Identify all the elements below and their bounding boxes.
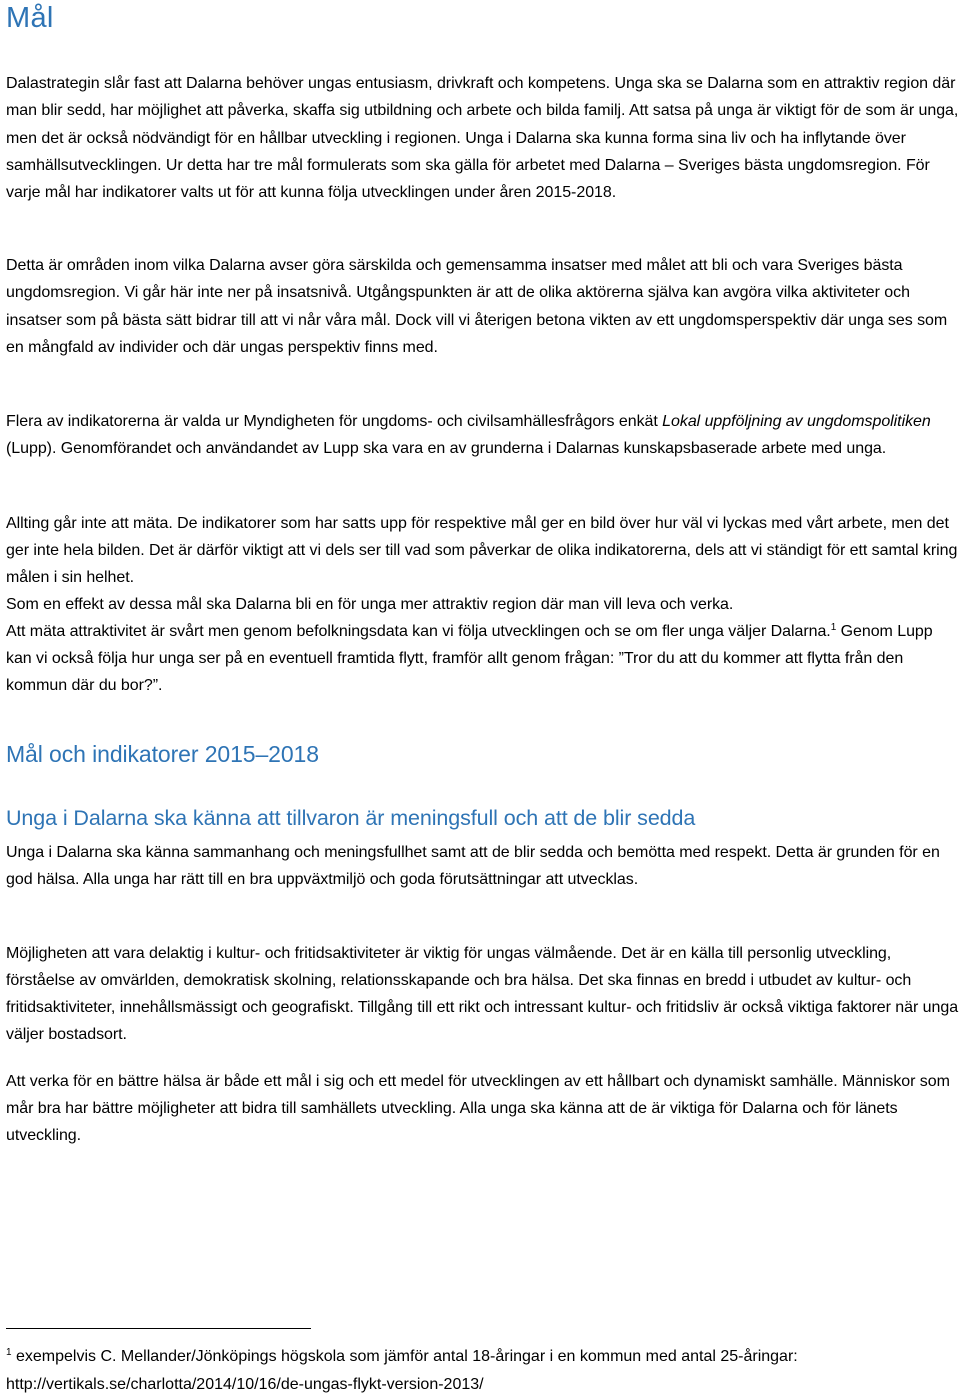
survey-title: Lokal uppföljning av ungdomspolitiken	[662, 413, 931, 430]
intro-paragraph-3-text-b: (Lupp). Genomförandet och användandet av Lupp ska vara en av grunderna i Dalarnas kunskapsbaserade arbete med unga.	[6, 440, 887, 458]
goal-paragraph-3: Att verka för en bättre hälsa är både ett mål i sig och ett medel för utvecklingen av ett hållbart och dynamiskt samhälle. Människor som mår bra har bättre möjligheter att bidra till samhällets utveckling. Alla unga ska känna att de är viktiga för Dalarna och för länets utveckling.	[6, 1073, 950, 1144]
section-heading: Mål och indikatorer 2015–2018	[6, 741, 319, 767]
footnote-reference[interactable]: 1	[830, 622, 837, 633]
intro-paragraph-4-part-b: Som en effekt av dessa mål ska Dalarna bli en för unga mer attraktiv region där man vill leva och verka.	[6, 596, 734, 613]
intro-paragraph-4-text-b: Genom Lupp kan vi också följa hur unga ser på en eventuell framtida flytt, framför allt genom frågan: ”Tror du att du kommer att flytta från den kommun där du bor?”.	[6, 623, 933, 694]
intro-paragraph-4-part-a: Allting går inte att mäta. De indikatorer som har satts upp för respektive mål ger en bild över hur väl vi lyckas med vårt arbete, men det ger inte hela bilden. Det är därför viktigt att vi dels ser till vad som påverkar de olika indikatorerna, dels att vi ständigt för ett samtal kring målen i sin helhet.	[6, 515, 958, 586]
goal-paragraph-1: Unga i Dalarna ska känna sammanhang och meningsfullhet samt att de blir sedda och bemötta med respekt. Detta är grunden för en god hälsa. Alla unga har rätt till en bra uppväxtmiljö och goda förutsättningar att utvecklas.	[6, 844, 940, 888]
goal-paragraph-2: Möjligheten att vara delaktig i kultur- och fritidsaktiviteter är viktig för ungas välmående. Det är en källa till personlig utveckling, förståelse av omvärlden, demokratisk skolning, relationsskapande och bra hälsa. Det ska finnas en bredd i utbudet av kultur- och fritidsaktiviteter, innehållsmässigt och geografiskt. Tillgång till ett rikt och intressant kultur- och fritidsliv är också viktiga faktorer när unga väljer bostadsort.	[6, 945, 959, 1043]
intro-paragraph-1: Dalastrategin slår fast att Dalarna behöver ungas entusiasm, drivkraft och kompetens. Unga ska se Dalarna som en attraktiv region där man blir sedd, har möjlighet att påverka, skaffa sig utbildning och arbete och bilda familj. Att satsa på unga är viktigt för de som är unga, men det är också nödvändigt för en hållbar utveckling i regionen. Unga i Dalarna ska kunna forma sina liv och ha inflytande över samhällsutvecklingen. Ur detta har tre mål formulerats som ska gälla för arbetet med Dalarna – Sveriges bästa ungdomsregion. För varje mål har indikatorer valts ut för att kunna följa utvecklingen under åren 2015-2018.	[6, 75, 959, 202]
intro-paragraph-4	[6, 510, 960, 699]
intro-paragraph-4-text-a: Att mäta attraktivitet är svårt men genom befolkningsdata kan vi följa utvecklingen och se om fler unga väljer Dalarna.	[6, 623, 831, 640]
intro-paragraph-3	[6, 408, 960, 463]
footnote	[6, 1343, 960, 1398]
footnote-number: 1	[6, 1347, 12, 1358]
footnote-divider	[6, 1328, 311, 1329]
footnote-text: exempelvis C. Mellander/Jönköpings högskola som jämför antal 18-åringar i en kommun med antal 25-åringar: http://vertikals.se/charlotta/2014/10/16/de-ungas-flykt-version-2013/	[6, 1348, 798, 1393]
intro-paragraph-2: Detta är områden inom vilka Dalarna avser göra särskilda och gemensamma insatser med målet att bli och vara Sveriges bästa ungdomsregion. Vi går här inte ner på insatsnivå. Utgångspunkten är att de olika aktörerna själva kan avgöra vilka aktiviteter och insatser som på bästa sätt bidrar till att vi når våra mål. Dock vill vi återigen betona vikten av ett ungdomsperspektiv där unga ses som en mångfald av individer och där ungas perspektiv finns med.	[6, 257, 948, 356]
intro-paragraph-3-text-a: Flera av indikatorerna är valda ur Myndigheten för ungdoms- och civilsamhällesfrågors enkät	[6, 413, 663, 430]
goal-heading: Unga i Dalarna ska känna att tillvaron är meningsfull och att de blir sedda	[6, 806, 696, 830]
intro-paragraph-4-part-c	[6, 618, 960, 699]
page-title: Mål	[6, 2, 54, 34]
